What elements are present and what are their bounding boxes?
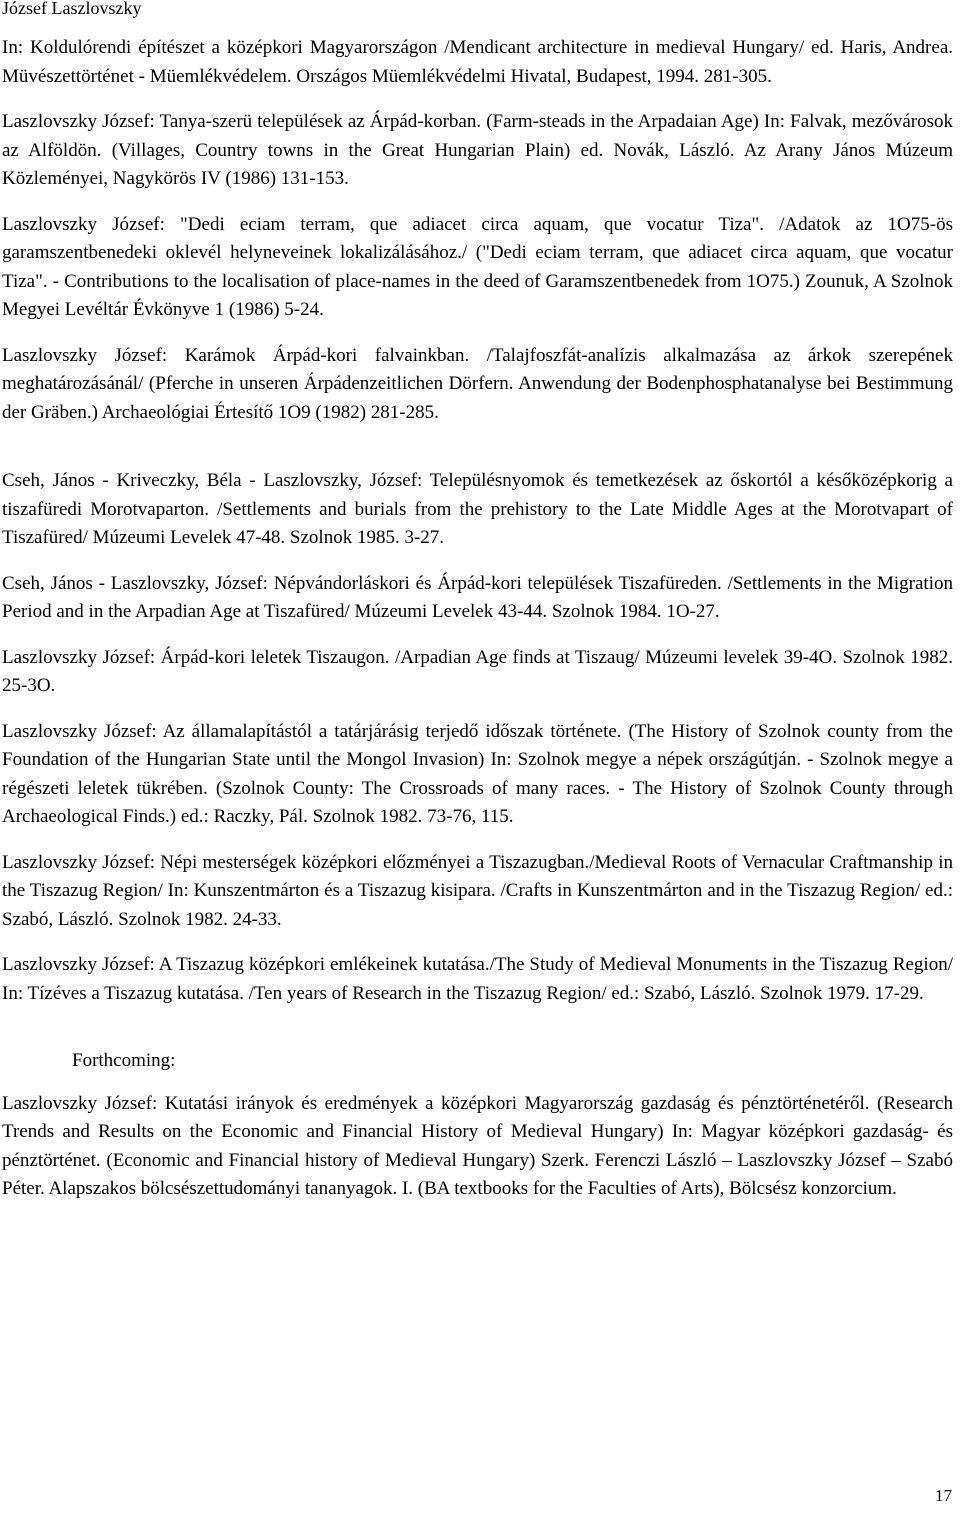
bibliography-entry: In: Koldulórendi építészet a középkori Magyarországon /Mendicant architecture in medieval Hungary/ ed. Haris, Andrea. Müvészettörténet - Müemlékvédelem. Országos Müemlékvédelmi Hivatal, Budapest, 1994. 281-305. [2,37,953,87]
bibliography-entry: Cseh, János - Kriveczky, Béla - Laszlovszky, József: Településnyomok és temetkezések az őskortól a későközépkorig a tiszafüredi Morotvaparton. /Settlements and burials from the prehistory to the Late Middle Ages at the Morotvapart of Tiszafüred/ Múzeumi Levelek 47-48. Szolnok 1985. 3-27. [2,470,953,548]
forthcoming-heading: Forthcoming: [72,1050,176,1071]
page-number: 17 [935,1486,952,1505]
bibliography-entry: Cseh, János - Laszlovszky, József: Népvándorláskori és Árpád-kori települések Tiszafüreden. /Settlements in the Migration Period and in the Arpadian Age at Tiszafüred/ Múzeumi Levelek 43-44. Szolnok 1984. 1O-27. [2,572,953,622]
forthcoming-entry: Laszlovszky József: Kutatási irányok és eredmények a középkori Magyarország gazdaság és pénztörténetéről. (Research Trends and Results on the Economic and Financial History of Medieval Hungary) In: Magyar középkori gazdaság- és pénztörténet. (Economic and Financial history of Medieval Hungary) Szerk. Ferenczi László – Laszlovszky József – Szabó Péter. Alapszakos bölcsészettudományi tananyagok. I. (BA textbooks for the Faculties of Arts), Bölcsész konzorcium. [2,1092,953,1199]
bibliography-entry: Laszlovszky József: Az államalapítástól a tatárjárásig terjedő időszak története. (The History of Szolnok county from the Foundation of the Hungarian State until the Mongol Invasion) In: Szolnok megye a népek országútján. - Szolnok megye a régészeti leletek tükrében. (Szolnok County: The Crossroads of many races. - The History of Szolnok County through Archaeological Finds.) ed.: Raczky, Pál. Szolnok 1982. 73-76, 115. [2,720,953,827]
bibliography-entry: Laszlovszky József: A Tiszazug középkori emlékeinek kutatása./The Study of Medieval Monuments in the Tiszazug Region/ In: Tízéves a Tiszazug kutatása. /Ten years of Research in the Tiszazug Region/ ed.: Szabó, László. Szolnok 1979. 17-29. [2,954,953,1004]
running-header-author: József Laszlovszky [2,0,142,18]
bibliography-body [2,34,953,1218]
bibliography-entry: Laszlovszky József: "Dedi eciam terram, que adiacet circa aquam, que vocatur Tiza". /Adatok az 1O75-ös garamszentbenedeki oklevél helyneveinek lokalizálásához./ ("Dedi eciam terram, que adiacet circa aquam, que vocatur Tiza". - Contributions to the localisation of place-names in the deed of Garamszentbenedek from 1O75.) Zounuk, A Szolnok Megyei Levéltár Évkönyve 1 (1986) 5-24. [2,213,953,320]
bibliography-entry: Laszlovszky József: Karámok Árpád-kori falvainkban. /Talajfoszfát-analízis alkalmazása az árkok szerepének meghatározásánál/ (Pferche in unseren Árpádenzeitlichen Dörfern. Anwendung der Bodenphosphatanalyse bei Bestimmung der Gräben.) Archaeológiai Értesítő 1O9 (1982) 281-285. [2,344,953,423]
bibliography-entry: Laszlovszky József: Népi mesterségek középkori előzményei a Tiszazugban./Medieval Roots of Vernacular Craftmanship in the Tiszazug Region/ In: Kunszentmárton és a Tiszazug kisipara. /Crafts in Kunszentmárton and in the Tiszazug Region/ ed.: Szabó, László. Szolnok 1982. 24-33. [2,851,953,930]
bibliography-entry: Laszlovszky József: Árpád-kori leletek Tiszaugon. /Arpadian Age finds at Tiszaug/ Múzeumi levelek 39-4O. Szolnok 1982. 25-3O. [2,646,953,696]
bibliography-entry: Laszlovszky József: Tanya-szerü települések az Árpád-korban. (Farm-steads in the Arpadaian Age) In: Falvak, mezővárosok az Alföldön. (Villages, Country towns in the Great Hungarian Plain) ed. Novák, László. Az Arany János Múzeum Közleményei, Nagykörös IV (1986) 131-153. [2,111,953,189]
